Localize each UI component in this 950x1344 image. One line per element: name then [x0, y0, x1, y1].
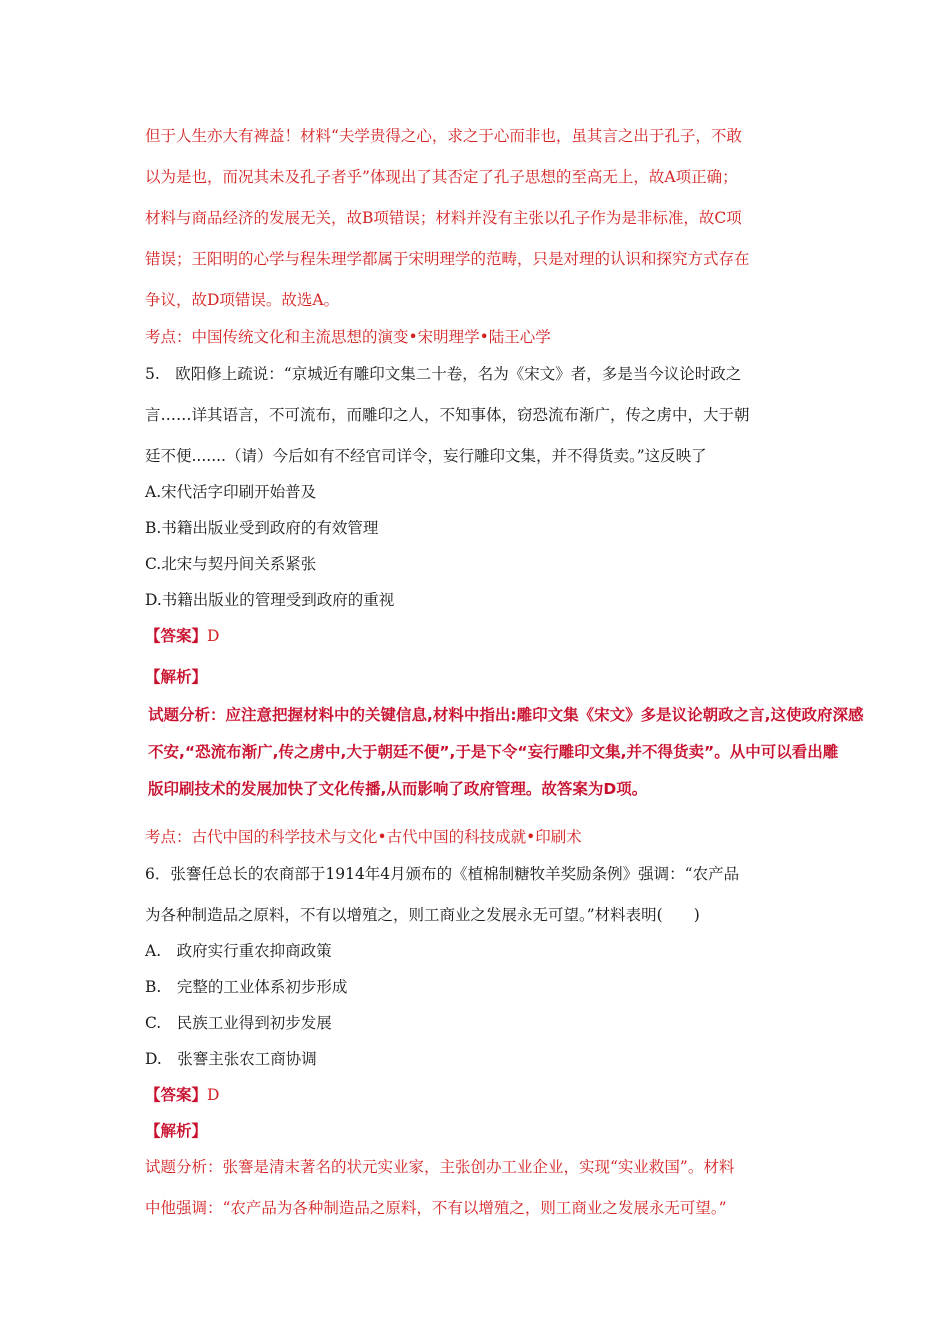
- answer-value: D: [207, 1086, 220, 1104]
- analysis-label: 【解析】: [145, 667, 208, 686]
- option-d: D.书籍出版业的管理受到政府的重视: [145, 591, 395, 609]
- answer-label: 【答案】: [145, 1085, 208, 1104]
- kaodian-line: 考点：中国传统文化和主流思想的演变•宋明理学•陆王心学: [145, 328, 551, 346]
- analysis-line: 争议，故D项错误。故选A。: [145, 291, 340, 309]
- question-stem: 廷不便.......（请）今后如有不经官司详令，妄行雕印文集，并不得货卖。”这反映了: [145, 447, 707, 465]
- question-stem: 言……详其语言，不可流布，而雕印之人，不知事体，窃恐流布渐广，传之虏中，大于朝: [145, 406, 750, 424]
- answer-line: [145, 1085, 219, 1105]
- question-stem: 5. 欧阳修上疏说：“京城近有雕印文集二十卷，名为《宋文》者，多是当今议论时政之: [145, 365, 742, 383]
- analysis-line: 但于人生亦大有裨益！材料“夫学贵得之心，求之于心而非也，虽其言之出于孔子，不敢: [145, 127, 742, 145]
- question-stem: 6．张謇任总长的农商部于1914年4月颁布的《植棉制糖牧羊奖励条例》强调：“农产品: [145, 865, 740, 883]
- analysis-line: 版印刷技术的发展加快了文化传播,从而影响了政府管理。故答案为D项。: [148, 780, 648, 798]
- option-d: D. 张謇主张农工商协调: [145, 1050, 317, 1068]
- question-stem: 为各种制造品之原料，不有以增殖之，则工商业之发展永无可望。”材料表明( ): [145, 906, 700, 924]
- analysis-line: 不安,“恐流布渐广,传之虏中,大于朝廷不便”,于是下令“妄行雕印文集,并不得货卖”。从中可以看出雕: [148, 743, 839, 761]
- analysis-line: 中他强调：“农产品为各种制造品之原料，不有以增殖之，则工商业之发展永无可望。”: [145, 1199, 727, 1217]
- option-c: C. 民族工业得到初步发展: [145, 1014, 332, 1032]
- analysis-line: 材料与商品经济的发展无关，故B项错误；材料并没有主张以孔子作为是非标准，故C项: [145, 209, 742, 227]
- option-a: A.宋代活字印刷开始普及: [145, 483, 317, 501]
- analysis-label: 【解析】: [145, 1121, 208, 1140]
- answer-label: 【答案】: [145, 626, 208, 645]
- option-a: A. 政府实行重农抑商政策: [145, 942, 332, 960]
- option-b: B. 完整的工业体系初步形成: [145, 978, 348, 996]
- analysis-line: 以为是也，而况其未及孔子者乎”体现出了其否定了孔子思想的至高无上，故A项正确；: [145, 168, 738, 186]
- analysis-line: 错误；王阳明的心学与程朱理学都属于宋明理学的范畴，只是对理的认识和探究方式存在: [145, 250, 750, 268]
- analysis-line: 试题分析：应注意把握材料中的关键信息,材料中指出:雕印文集《宋文》多是议论朝政之言,这使政府深感: [148, 706, 864, 724]
- kaodian-line: 考点：古代中国的科学技术与文化•古代中国的科技成就•印刷术: [145, 828, 582, 846]
- option-b: B.书籍出版业受到政府的有效管理: [145, 519, 379, 537]
- option-c: C.北宋与契丹间关系紧张: [145, 555, 317, 573]
- answer-line: [145, 626, 219, 646]
- analysis-line: 试题分析：张謇是清末著名的状元实业家，主张创办工业企业，实现“实业救国”。材料: [145, 1158, 735, 1176]
- answer-value: D: [207, 627, 220, 645]
